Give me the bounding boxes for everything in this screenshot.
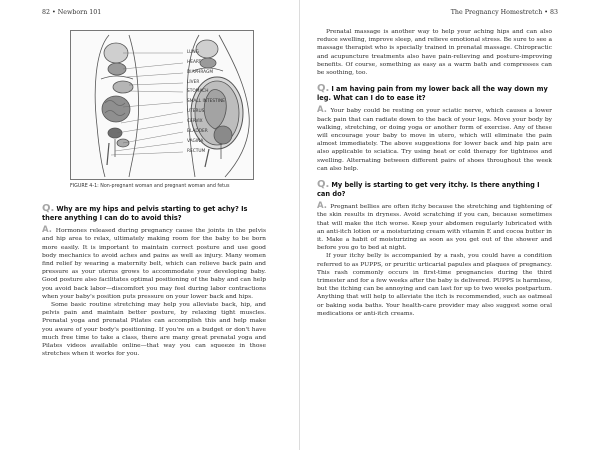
question-itchy-belly [317, 181, 552, 198]
figure-label-diaphragm: DIAPHRAGM [187, 70, 214, 75]
figure-label-cervix: CERVIX [187, 119, 203, 124]
figure-label-bladder: BLADDER [187, 129, 208, 134]
question-marker: Q. [42, 203, 55, 214]
answer-hips-pelvis [42, 226, 266, 301]
figure-caption: FIGURE 4-1: Non-pregnant woman and pregnant woman and fetus [70, 184, 230, 189]
right-text-column [317, 28, 552, 318]
figure-label-uterus: UTERUS [187, 109, 205, 114]
figure-label-rectum: RECTUM [187, 149, 206, 154]
question-marker: Q. [317, 179, 330, 191]
figure-label-small-intestine: SMALL INTESTINE [187, 99, 225, 104]
paragraph-pupps: If your itchy belly is accompanied by a rash, you could have a condition referred to as PUPPS, or pruritic urticarial papules and plaques of pregnancy. This rash commonly occurs in first-time pregnancies during the third trimester and for a few weeks after the baby is delivered. PUPPS is harmless, but the itching can be annoying and can last for up to two weeks postpartum. Anything that will help to alleviate the itch is recommended, such as oatmeal or baking soda baths. Your health-care provider may also suggest some oral medications or anti-itch creams. [317, 252, 552, 317]
running-head-left: 82 • Newborn 101 [42, 9, 102, 16]
answer-marker: A. [42, 225, 52, 236]
paragraph-prenatal-massage: Prenatal massage is another way to help your aching hips and can also reduce swelling, improve sleep, and relieve emotional stress. Be sure to see a massage therapist who is specially trained in prenatal massage. Chiropractic and acupuncture treatments also have pain-relieving and posture-improving benefits. Of course, something as easy as a warm bath and compresses can be soothing, too. [317, 28, 552, 77]
figure-label-lung: LUNG [187, 50, 199, 55]
question-lower-back [317, 85, 552, 102]
left-text-column [42, 205, 266, 358]
answer-itchy-belly [317, 202, 552, 252]
figure-label-liver: LIVER [187, 80, 200, 85]
answer-marker: A. [317, 201, 327, 212]
question-hips-pelvis [42, 205, 266, 222]
answer-lower-back [317, 106, 552, 173]
answer-text: Your baby could be resting on your sciatic nerve, which causes a lower back pain that can radiate down to the back of your legs. Move your body by walking, stretching, or doing yoga or another form of exercise. Any of these will encourage your baby to move in utero, which will eliminate the pain almost immediately. The above suggestions for lower back and hip pain are also applicable to sciatica. Try using heat or cold therapy for tightness and swelling. Alternating between different pairs of shoes throughout the week can also help. [317, 107, 553, 172]
figure-label-heart: HEART [187, 60, 202, 65]
paragraph-stretching: Some basic routine stretching may help you alleviate back, hip, and pelvis pain and maintain better posture, by relaxing tight muscles. Prenatal yoga and prenatal Pilates can accomplish this and help make you aware of your body's positioning. If you're on a budget or don't have much free time to take a class, there are many great prenatal yoga and Pilates videos available online—that way you can squeeze in those stretches when it works for you. [42, 301, 266, 358]
running-head-right: The Pregnancy Homestretch • 83 [450, 9, 558, 16]
question-text: My belly is starting to get very itchy. Is there anything I can do? [317, 181, 540, 198]
answer-marker: A. [317, 105, 327, 116]
figure-label-stomach: STOMACH [187, 89, 209, 94]
right-page [300, 0, 600, 450]
question-text: I am having pain from my lower back all the way down my leg. What can I do to ease it? [317, 85, 548, 102]
figure-label-vagina: VAGINA [187, 139, 204, 144]
answer-text: Pregnant bellies are often itchy because the stretching and tightening of the skin results in dryness. Avoid scratching if you can, because sometimes that will make the itch worse. Keep your abdomen regularly lubricated with an anti-itch lotion or a moisturizing cream with vitamin E and cocoa butter in it. Make a habit of moisturizing as soon as you get out of the shower and before you go to bed at night. [317, 203, 552, 252]
question-marker: Q. [317, 83, 330, 95]
anatomy-illustration [71, 31, 253, 179]
question-text: Why are my hips and pelvis starting to get achy? Is there anything I can do to avoid this? [42, 205, 248, 222]
anatomy-figure [70, 30, 254, 180]
answer-text: Hormones released during pregnancy cause the joints in the pelvis and hip area to relax, ultimately making room for the baby to be born more easily. It is important to maintain correct posture and use good body mechanics to avoid aches and pains as well as injury. Many women find relief by wearing a maternity belt, which can relieve back pain and pressure as your uterus grows to accommodate your developing baby. Good posture also facilitates optimal positioning of the baby and can help you avoid back labor—discomfort you may feel during labor contractions when your baby's position puts pressure on your lower back and hips. [42, 227, 266, 300]
